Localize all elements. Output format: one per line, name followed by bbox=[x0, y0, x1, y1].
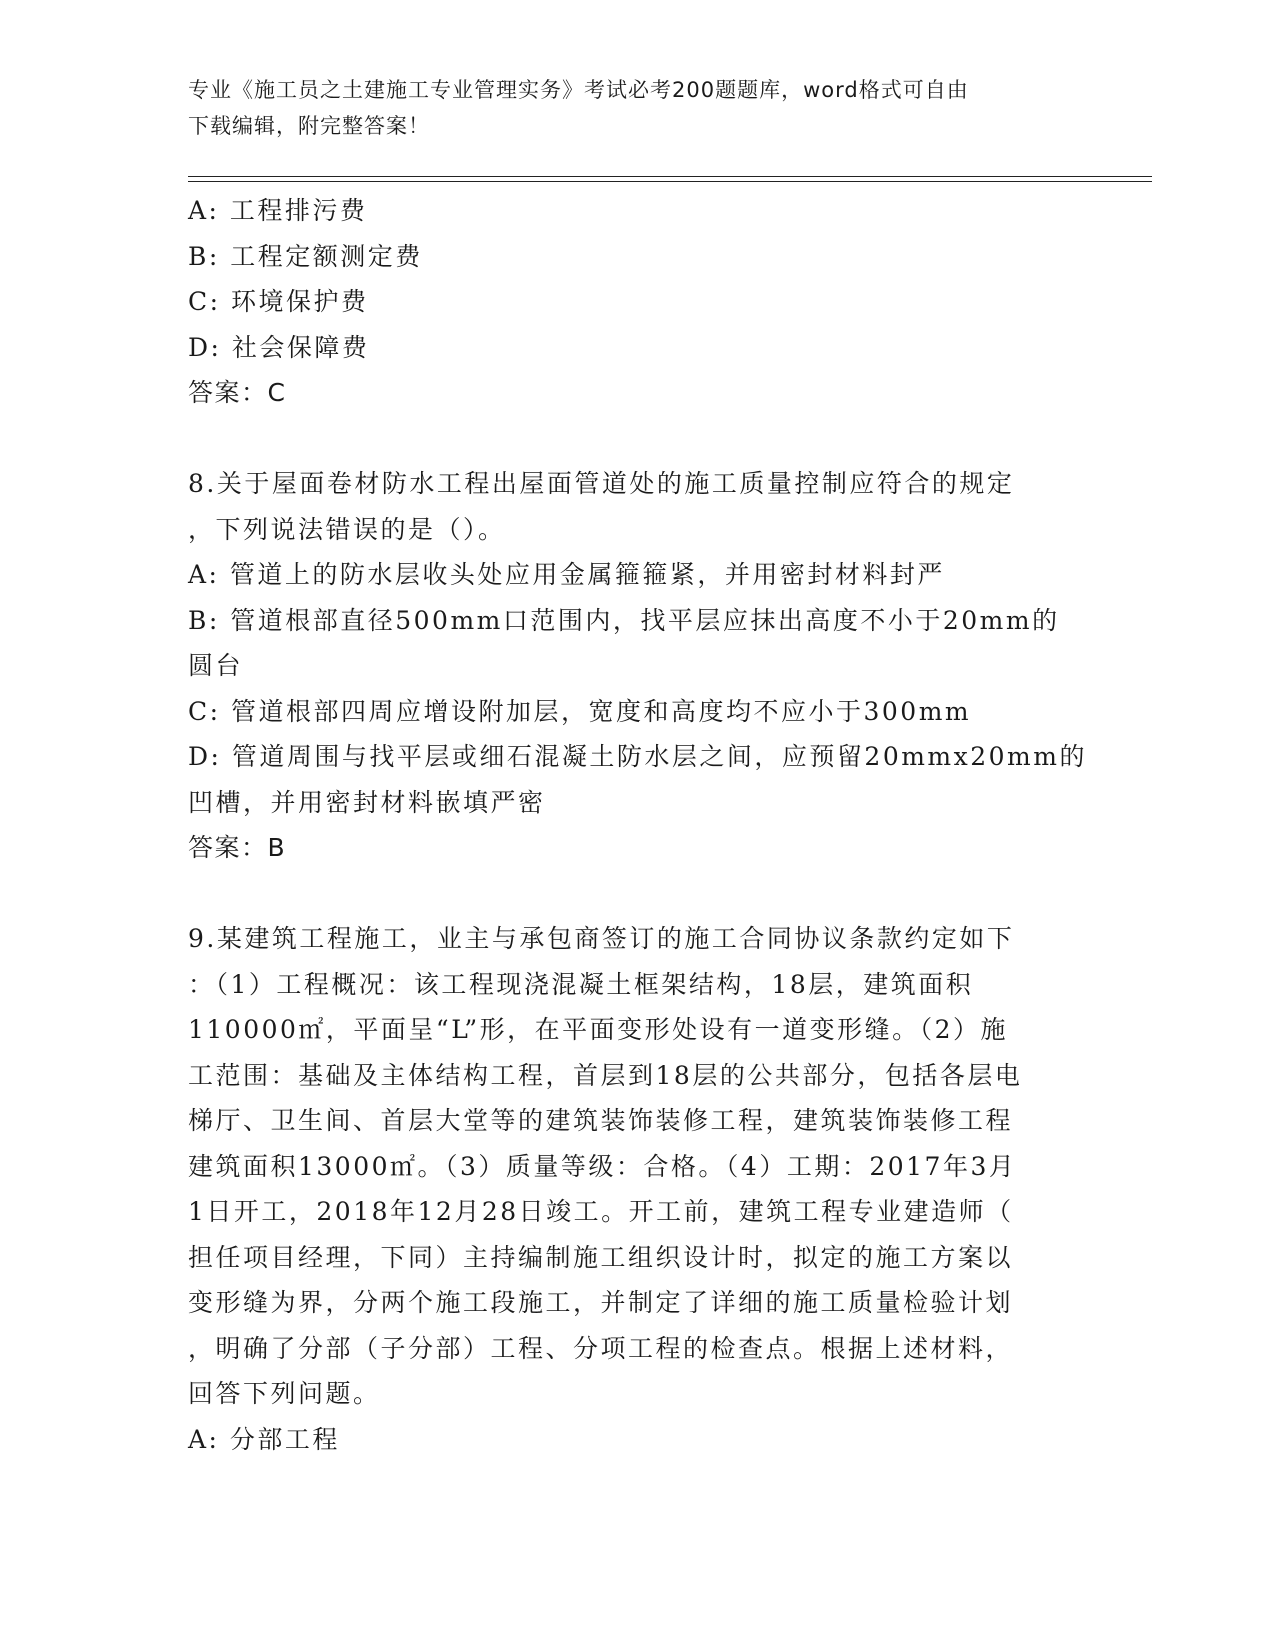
header-rule-bottom bbox=[188, 181, 1152, 182]
q9-stem-line: ：（1）工程概况：该工程现浇混凝土框架结构，18层，建筑面积 bbox=[188, 969, 974, 999]
spacer bbox=[188, 871, 1068, 917]
question-9 bbox=[188, 916, 1068, 1462]
question-7-options bbox=[188, 188, 1068, 416]
q7-option-a: A: 工程排污费 bbox=[188, 196, 368, 225]
q7-option-d: D: 社会保障费 bbox=[188, 332, 370, 362]
q7-option-c: C: 环境保护费 bbox=[188, 287, 369, 316]
q8-option-b-line-1: B: 管道根部直径500mm口范围内，找平层应抹出高度不小于20mm的 bbox=[188, 605, 1060, 635]
header-line-1: 专业《施工员之土建施工专业管理实务》考试必考200题题库，word格式可自由 bbox=[188, 78, 969, 102]
q9-stem-line: 工范围：基础及主体结构工程，首层到18层的公共部分，包括各层电 bbox=[188, 1060, 1023, 1090]
q7-answer: 答案：C bbox=[188, 378, 287, 407]
document-body bbox=[188, 188, 1087, 1462]
q8-option-a: A: 管道上的防水层收头处应用金属箍箍紧，并用密封材料封严 bbox=[188, 560, 945, 589]
q9-stem-line: 担任项目经理，下同）主持编制施工组织设计时，拟定的施工方案以 bbox=[188, 1242, 1014, 1272]
q8-stem-line-1: 8.关于屋面卷材防水工程出屋面管道处的施工质量控制应符合的规定 bbox=[188, 469, 1015, 498]
q9-stem-line: 回答下列问题。 bbox=[188, 1379, 381, 1408]
q8-option-d-line-2: 凹槽，并用密封材料嵌填严密 bbox=[188, 787, 546, 817]
header-line-2: 下载编辑，附完整答案！ bbox=[188, 114, 430, 138]
question-8 bbox=[188, 461, 1087, 871]
q9-stem-line: 建筑面积13000㎡。（3）质量等级：合格。（4）工期：2017年3月 bbox=[188, 1151, 1017, 1181]
header-rule-top bbox=[188, 176, 1152, 177]
q9-stem-line: 1日开工，2018年12月28日竣工。开工前，建筑工程专业建造师（ bbox=[188, 1197, 1014, 1226]
q7-option-b: B: 工程定额测定费 bbox=[188, 241, 423, 271]
spacer bbox=[188, 416, 1068, 462]
q8-answer: 答案：B bbox=[188, 833, 287, 862]
q8-option-b-line-2: 圆台 bbox=[188, 651, 244, 680]
q9-stem-line: 9.某建筑工程施工，业主与承包商签订的施工合同协议条款约定如下 bbox=[188, 924, 1015, 953]
document-header bbox=[188, 72, 1068, 144]
q9-stem-line: ，明确了分部（子分部）工程、分项工程的检查点。根据上述材料， bbox=[188, 1333, 1014, 1363]
q8-option-c: C: 管道根部四周应增设附加层，宽度和高度均不应小于300mm bbox=[188, 696, 972, 726]
q9-stem-line: 变形缝为界，分两个施工段施工，并制定了详细的施工质量检验计划 bbox=[188, 1288, 1014, 1317]
q8-option-d-line-1: D: 管道周围与找平层或细石混凝土防水层之间，应预留20mmx20mm的 bbox=[188, 742, 1087, 771]
q9-stem-line: 梯厅、卫生间、首层大堂等的建筑装饰装修工程，建筑装饰装修工程 bbox=[188, 1106, 1014, 1135]
q9-stem-line: 110000㎡，平面呈“L”形，在平面变形处设有一道变形缝。（2）施 bbox=[188, 1015, 1009, 1044]
q9-option-a: A: 分部工程 bbox=[188, 1424, 340, 1454]
q8-stem-line-2: ，下列说法错误的是（）。 bbox=[188, 514, 506, 544]
